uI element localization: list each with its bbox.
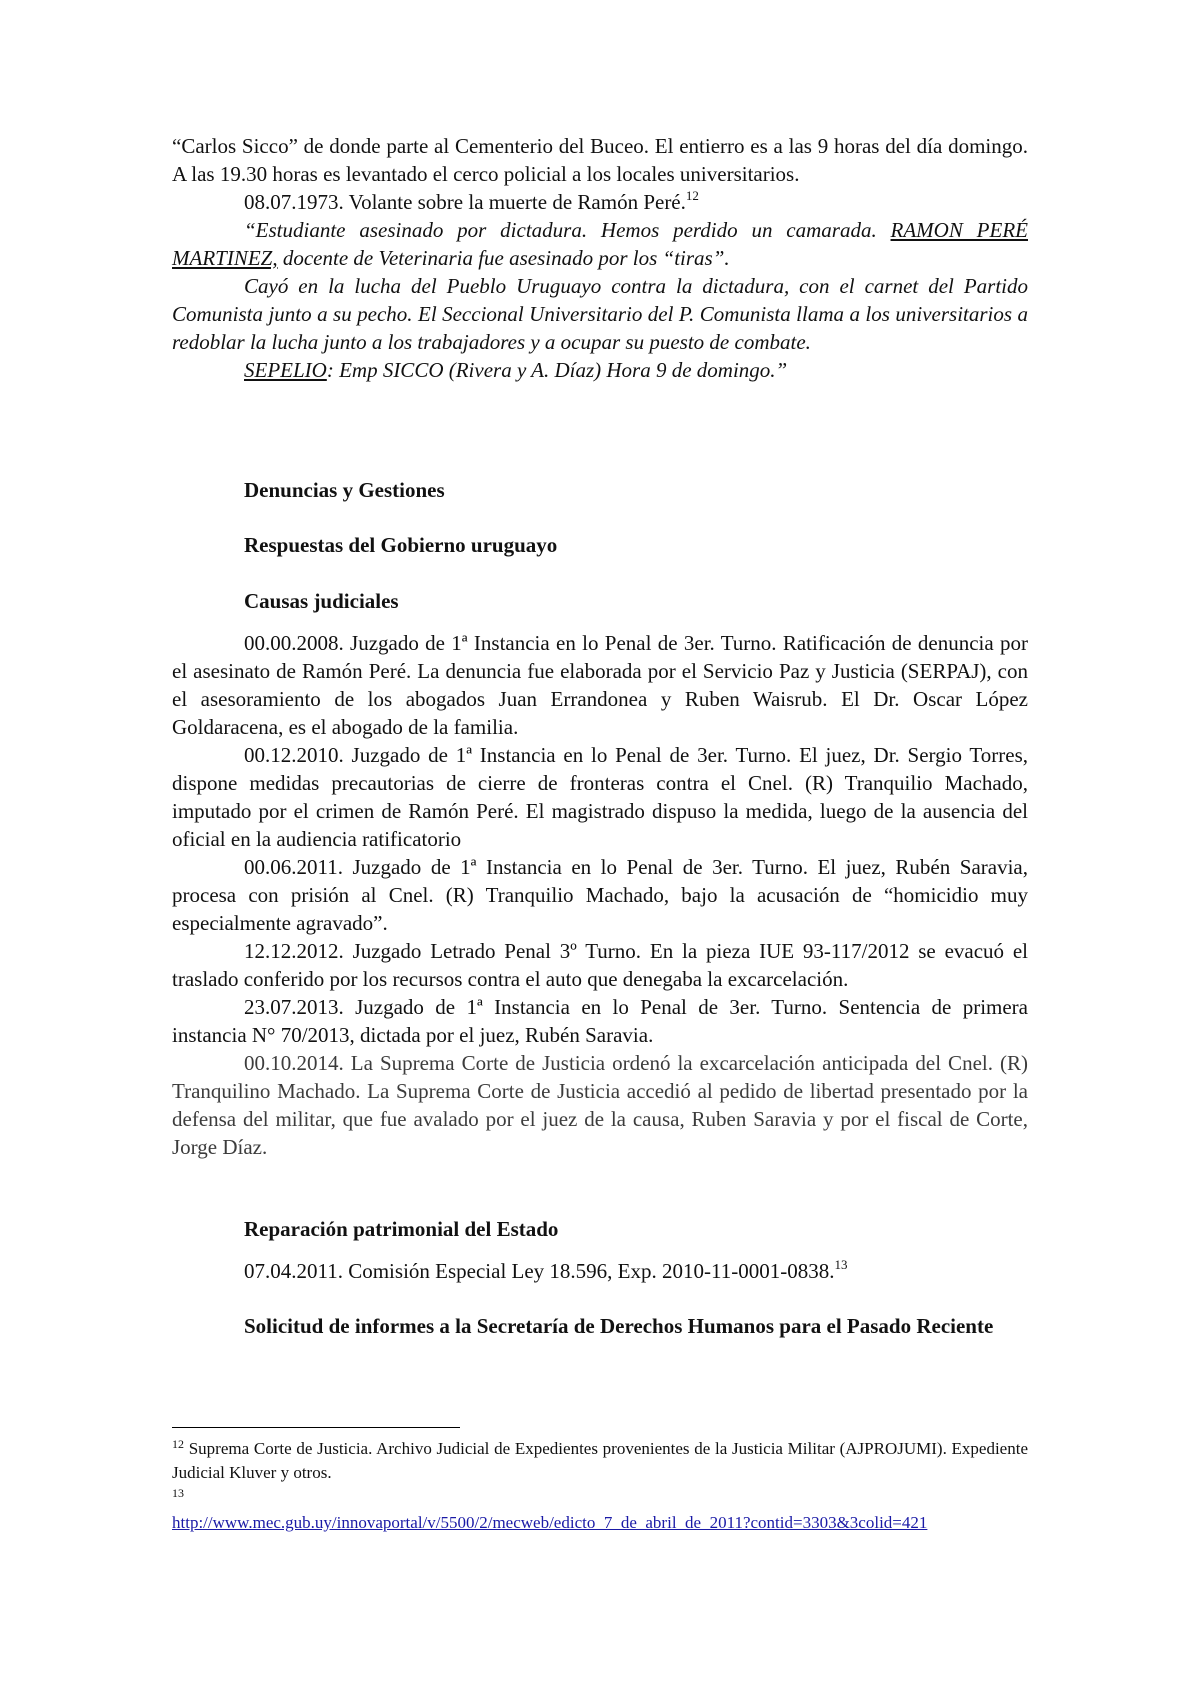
reparacion-entry: [172, 1257, 1028, 1285]
body-causas: [172, 629, 1028, 1161]
heading-solicitud-text: Solicitud de informes a la Secretaría de Derechos Humanos para el Pasado Reciente: [244, 1314, 994, 1338]
body-reparacion: [172, 1257, 1028, 1285]
quote-name-underlined: RAMON PERÉ MARTINEZ,: [172, 218, 1028, 270]
sepelio-label: SEPELIO: [244, 358, 327, 382]
causa-2012: 12.12.2012. Juzgado Letrado Penal 3º Turno. En la pieza IUE 93-117/2012 se evacuó el traslado conferido por los recursos contra el auto que denegaba la excarcelación.: [172, 939, 1028, 991]
footnote-13: [172, 1511, 1028, 1535]
heading-respuestas-text: Respuestas del Gobierno uruguayo: [244, 533, 558, 557]
quote-1b: docente de Veterinaria fue asesinado por los “tiras”.: [277, 246, 730, 270]
causa-2008: 00.00.2008. Juzgado de 1ª Instancia en lo Penal de 3er. Turno. Ratificación de denuncia por el asesinato de Ramón Peré. La denuncia fue elaborada por el Servicio Paz y Justicia (SERPAJ), con el asesoramiento de los abogados Juan Errandonea y Ruben Waisrub. El Dr. Oscar López Goldaracena, es el abogado de la familia.: [172, 631, 1028, 739]
paragraph-quote-2: Cayó en la lucha del Pueblo Uruguayo contra la dictadura, con el carnet del Partido Comunista junto a su pecho. El Seccional Universitario del P. Comunista llama a los universitarios a redoblar la lucha junto a los trabajadores y a ocupar su puesto de combate.: [172, 274, 1028, 354]
sepelio-text: : Emp SICCO (Rivera y A. Díaz) Hora 9 de domingo.”: [326, 358, 788, 382]
causa-2013: 23.07.2013. Juzgado de 1ª Instancia en lo Penal de 3er. Turno. Sentencia de primera instancia N° 70/2013, dictada por el juez, Rubén Saravia.: [172, 995, 1028, 1047]
footnotes: [172, 1437, 1028, 1535]
footnote-separator: [172, 1427, 460, 1428]
footnote-ref-13[interactable]: 13: [834, 1257, 848, 1272]
footnote-13-mark: 13: [172, 1486, 184, 1500]
footnote-12-text: Suprema Corte de Justicia. Archivo Judicial de Expedientes provenientes de la Justicia Militar (AJPROJUMI). Expediente Judicial Kluver y otros.: [172, 1439, 1028, 1482]
volante-text: 08.07.1973. Volante sobre la muerte de Ramón Peré.: [244, 190, 686, 214]
paragraph-quote-1: [172, 216, 1028, 272]
paragraph-volante: [172, 188, 1028, 216]
footnote-13-link[interactable]: http://www.mec.gub.uy/innovaportal/v/5500/2/mecweb/edicto_7_de_abril_de_2011?contid=3303&3colid=421: [172, 1513, 928, 1532]
heading-denuncias-text: Denuncias y Gestiones: [244, 478, 445, 502]
causa-2010: 00.12.2010. Juzgado de 1ª Instancia en lo Penal de 3er. Turno. El juez, Dr. Sergio Torres, dispone medidas precautorias de cierre de fronteras contra el Cnel. (R) Tranquilio Machado, imputado por el crimen de Ramón Peré. El magistrado dispuso la medida, luego de la ausencia del oficial en la audiencia ratificatorio: [172, 743, 1028, 851]
footnote-12-mark: 12: [172, 1437, 184, 1451]
footnote-12: [172, 1437, 1028, 1485]
heading-denuncias: [172, 476, 1028, 504]
heading-causas: [172, 587, 1028, 615]
causa-2014: 00.10.2014. La Suprema Corte de Justicia ordenó la excarcelación anticipada del Cnel. (R) Tranquilino Machado. La Suprema Corte de Justicia accedió al pedido de libertad presentado por la defensa del militar, que fue avalado por el juez de la causa, Ruben Saravia y por el fiscal de Corte, Jorge Díaz.: [172, 1051, 1028, 1159]
paragraph-sepelio: [172, 356, 1028, 384]
footnote-ref-12[interactable]: 12: [685, 188, 699, 203]
body-upper: [172, 132, 1028, 384]
heading-respuestas: [172, 531, 1028, 559]
heading-causas-text: Causas judiciales: [244, 589, 399, 613]
reparacion-text: 07.04.2011. Comisión Especial Ley 18.596, Exp. 2010-11-0001-0838.: [244, 1259, 835, 1283]
heading-solicitud: [172, 1312, 1028, 1340]
heading-reparacion-text: Reparación patrimonial del Estado: [244, 1217, 559, 1241]
footnote-13-mark-line: [172, 1485, 1028, 1499]
causa-2011: 00.06.2011. Juzgado de 1ª Instancia en lo Penal de 3er. Turno. El juez, Rubén Saravia, procesa con prisión al Cnel. (R) Tranquilio Machado, bajo la acusación de “homicidio muy especialmente agravado”.: [172, 855, 1028, 935]
quote-1a: “Estudiante asesinado por dictadura. Hemos perdido un camarada.: [244, 218, 891, 242]
heading-reparacion: [172, 1215, 1028, 1243]
paragraph-continuation: “Carlos Sicco” de donde parte al Cementerio del Buceo. El entierro es a las 9 horas del día domingo. A las 19.30 horas es levantado el cerco policial a los locales universitarios.: [172, 134, 1028, 186]
